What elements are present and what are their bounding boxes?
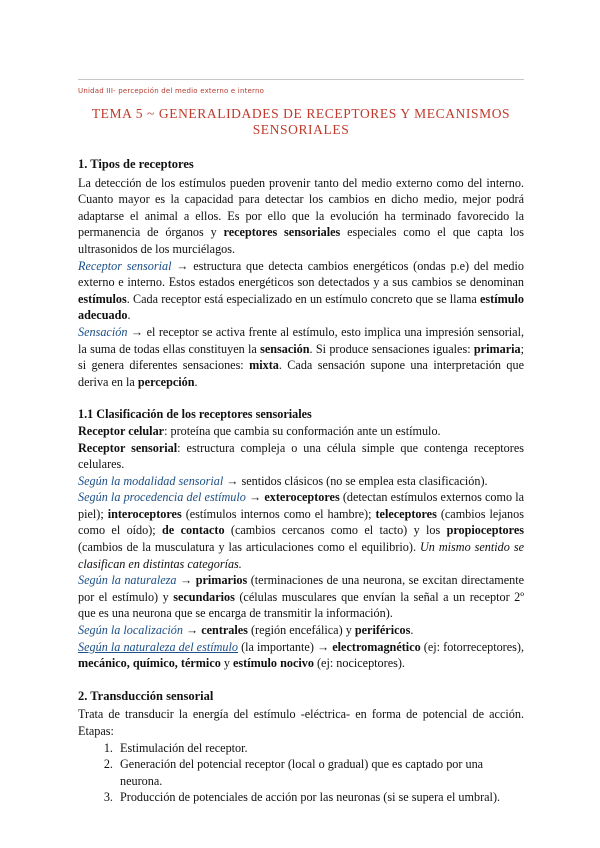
list-item: 2. Generación del potencial receptor (local o gradual) que es captado por una neurona. bbox=[116, 756, 524, 789]
header-rule bbox=[78, 79, 524, 80]
line-localizacion: Según la localización → centrales (región encefálica) y periféricos. bbox=[78, 623, 414, 638]
list-item: 1. Estimulación del receptor. bbox=[116, 740, 524, 757]
topic-title: TEMA 5 ~ GENERALIDADES DE RECEPTORES Y MECANISMOS SENSORIALES bbox=[91, 106, 511, 137]
line-procedencia: Según la procedencia del estímulo → exteroceptores (detectan estímulos externos como la piel); interoceptores (estímulos internos como el hambre); teleceptores (cambios lejanos como el oído); de contacto (cambios cercanos como el tacto) y los propioceptores (cambios de la musculatura y las articulaciones como el equilibrio). Un mismo sentido se clasifican en distintas categorías. bbox=[78, 490, 524, 571]
line-receptor-sensorial: Receptor sensorial: estructura compleja o una célula simple que contenga receptores celulares. bbox=[78, 440, 524, 472]
section-1-title: 1. Tipos de receptores bbox=[78, 157, 194, 171]
paragraph-receptor-sensorial: Receptor sensorial → estructura que detecta cambios energéticos (ondas p.e) del medio externo e interno. Estos estados energéticos son detectados y a sus cambios se denominan estímulos. Cada receptor está especializado en un estímulo concreto que se llama estímulo adecuado. bbox=[78, 258, 524, 323]
section-2-title: 2. Transducción sensorial bbox=[78, 688, 214, 703]
unit-header: Unidad III- percepción del medio externo e interno bbox=[78, 87, 265, 95]
stages-list bbox=[78, 740, 524, 806]
paragraph-intro: La detección de los estímulos pueden provenir tanto del medio externo como del interno. Cuanto mayor es la capacidad para detectar los cambios en dicho medio, mejor podrá adaptarse el animal a ellos. Es por ello que la evolución ha terminado favorecido la permanencia de órganos y receptores sensoriales especiales como el que capta los ultrasonidos de los murciélagos. bbox=[78, 175, 525, 256]
section-1-1-title: 1.1 Clasificación de los receptores sensoriales bbox=[78, 407, 312, 422]
line-receptor-celular: Receptor celular: proteína que cambia su conformación ante un estímulo. bbox=[78, 423, 441, 438]
line-naturaleza: Según la naturaleza → primarios (terminaciones de una neurona, se excitan directamente por el estímulo) y secundarios (células musculares que envían la señal a un receptor 2º que es una neurona que se encarga de transmitir la información). bbox=[78, 573, 525, 621]
list-item: 3. Producción de potenciales de acción por las neuronas (si se supera el umbral). bbox=[116, 789, 524, 806]
line-naturaleza-estimulo: Según la naturaleza del estímulo (la importante) → electromagnético (ej: fotorreceptores), mecánico, químico, térmico y estímulo nocivo (ej: nociceptores). bbox=[78, 639, 525, 671]
line-modalidad: Según la modalidad sensorial → sentidos clásicos (no se emplea esta clasificación). bbox=[78, 473, 488, 488]
document-body bbox=[78, 156, 524, 806]
paragraph-transduccion: Trata de transducir la energía del estímulo -eléctrica- en forma de potencial de acción. Etapas: bbox=[78, 707, 524, 738]
paragraph-sensacion: Sensación → el receptor se activa frente al estímulo, esto implica una impresión sensorial, la suma de todas ellas constituyen la sensación. Si produce sensaciones iguales: primaria; si genera diferentes sensaciones: mixta. Cada sensación supone una interpretación que deriva en la percepción. bbox=[78, 324, 524, 389]
